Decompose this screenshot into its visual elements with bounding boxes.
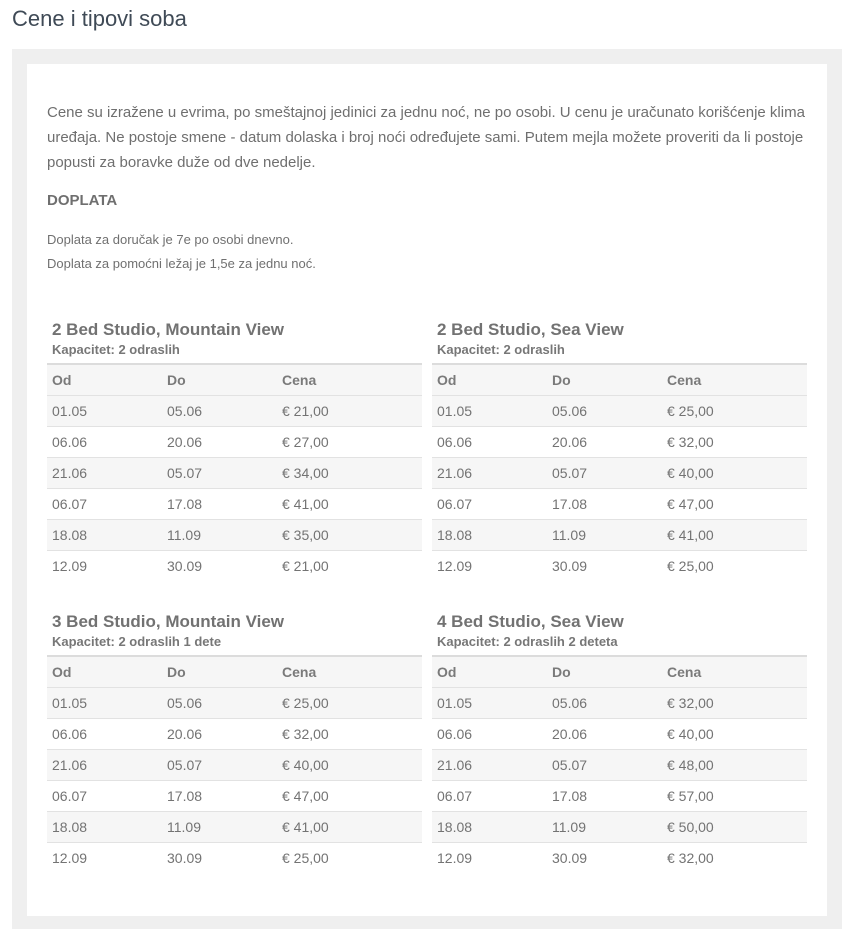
table-row [47,427,422,458]
room-title: 3 Bed Studio, Mountain View [52,612,285,631]
table-row [432,427,807,458]
cell-cena: € 48,00 [662,750,807,781]
cell-cena: € 40,00 [662,458,807,489]
room-capacity: Kapacitet: 2 odraslih 1 dete [52,634,222,649]
room-card-2-bed-mountain [47,319,422,581]
cell-od: 21.06 [47,458,162,489]
column-header-cena: Cena [662,364,807,396]
table-row [432,812,807,843]
cell-do: 11.09 [547,520,662,551]
table-row [432,396,807,427]
column-header-od: Od [432,364,547,396]
cell-cena: € 21,00 [277,396,422,427]
cell-od: 18.08 [432,520,547,551]
table-header-row [47,364,422,396]
cell-od: 21.06 [432,750,547,781]
room-capacity: Kapacitet: 2 odraslih [437,342,565,357]
content-wrapper [12,49,842,929]
cell-do: 17.08 [547,781,662,812]
cell-cena: € 35,00 [277,520,422,551]
cell-od: 18.08 [47,812,162,843]
cell-od: 01.05 [47,688,162,719]
cell-cena: € 25,00 [277,688,422,719]
table-row [47,688,422,719]
price-table [432,655,807,873]
cell-od: 12.09 [52,558,88,574]
intro-text: Cene su izražene u evrima, po smeštajnoj jedinici za jednu noć, ne po osobi. U cenu je uračunato korišćenje klima uređaja. Ne postoje smene - datum dolaska i broj noći određujete sami. Putem mejla možete proveriti da li postoje popusti za boravke duže od dve nedelje. [47,104,805,171]
table-row [47,750,422,781]
column-header-od: Od [47,656,162,688]
cell-cena: € 40,00 [277,750,422,781]
cell-do: 20.06 [547,427,662,458]
table-row [432,781,807,812]
page-title: Cene i tipovi soba [12,6,187,31]
cell-od: 21.06 [47,750,162,781]
cell-do: 05.06 [547,688,662,719]
table-row [47,489,422,520]
extra-bed-surcharge-note: Doplata za pomoćni ležaj je 1,5e za jednu noć. [47,256,316,271]
table-row [47,781,422,812]
table-row [47,551,422,582]
column-header-do: Do [162,656,277,688]
cell-cena: € 21,00 [282,558,329,574]
column-header-do: Do [547,364,662,396]
cell-do: 05.07 [162,458,277,489]
cell-od: 18.08 [432,812,547,843]
table-row [47,520,422,551]
room-card-2-bed-sea [432,319,807,581]
price-table [47,363,422,581]
table-row [432,843,807,874]
cell-od: 06.06 [432,719,547,750]
room-title: 4 Bed Studio, Sea View [437,612,624,631]
doplata-heading: DOPLATA [47,192,118,209]
cell-od: 01.05 [432,396,547,427]
room-capacity: Kapacitet: 2 odraslih [52,342,180,357]
table-header-row [47,656,422,688]
cell-do: 30.09 [552,558,588,574]
room-title: 2 Bed Studio, Mountain View [52,320,285,339]
column-header-do: Do [162,364,277,396]
cell-cena: € 34,00 [277,458,422,489]
column-header-od: Od [432,656,547,688]
table-header-row [432,656,807,688]
table-row [432,458,807,489]
cell-od: 06.06 [47,719,162,750]
table-row [47,396,422,427]
cell-do: 05.06 [162,396,277,427]
cell-do: 17.08 [547,489,662,520]
room-card-4-bed-sea [432,611,807,873]
cell-cena: € 32,00 [662,427,807,458]
cell-do: 20.06 [162,427,277,458]
cell-cena: € 25,00 [662,396,807,427]
table-row [432,551,807,582]
cell-cena: € 47,00 [662,489,807,520]
cell-od: 12.09 [437,558,473,574]
room-capacity: Kapacitet: 2 odraslih 2 deteta [437,634,618,649]
cell-do: 30.09 [167,850,203,866]
cell-do: 05.07 [162,750,277,781]
cell-od: 06.07 [47,781,162,812]
column-header-do: Do [547,656,662,688]
cell-cena: € 50,00 [662,812,807,843]
cell-cena: € 27,00 [277,427,422,458]
cell-od: 21.06 [432,458,547,489]
cell-od: 06.06 [432,427,547,458]
cell-do: 05.06 [547,396,662,427]
cell-do: 05.06 [162,688,277,719]
column-header-cena: Cena [277,364,422,396]
cell-cena: € 41,00 [662,520,807,551]
cell-do: 20.06 [547,719,662,750]
cell-cena: € 32,00 [667,850,714,866]
column-header-cena: Cena [662,656,807,688]
table-row [47,812,422,843]
cell-cena: € 41,00 [277,812,422,843]
table-row [432,489,807,520]
price-table [432,363,807,581]
cell-od: 06.06 [47,427,162,458]
cell-do: 20.06 [162,719,277,750]
table-row [432,750,807,781]
cell-od: 12.09 [437,850,473,866]
cell-do: 30.09 [167,558,203,574]
cell-do: 11.09 [162,812,277,843]
cell-do: 17.08 [162,781,277,812]
cell-cena: € 57,00 [662,781,807,812]
table-row [432,688,807,719]
cell-do: 30.09 [552,850,588,866]
cell-do: 11.09 [547,812,662,843]
cell-cena: € 32,00 [277,719,422,750]
column-header-cena: Cena [277,656,422,688]
cell-od: 06.07 [432,489,547,520]
content-card [27,64,827,916]
cell-od: 01.05 [432,688,547,719]
cell-cena: € 25,00 [667,558,714,574]
table-row [432,520,807,551]
cell-cena: € 32,00 [662,688,807,719]
cell-do: 17.08 [162,489,277,520]
table-row [47,719,422,750]
table-row [47,458,422,489]
breakfast-surcharge-note: Doplata za doručak je 7e po osobi dnevno. [47,232,294,247]
cell-cena: € 47,00 [277,781,422,812]
cell-od: 06.07 [47,489,162,520]
cell-do: 11.09 [162,520,277,551]
cell-od: 18.08 [47,520,162,551]
cell-od: 06.07 [432,781,547,812]
price-table [47,655,422,873]
table-header-row [432,364,807,396]
table-row [432,719,807,750]
cell-cena: € 40,00 [662,719,807,750]
room-card-3-bed-mountain [47,611,422,873]
cell-do: 05.07 [547,750,662,781]
table-row [47,843,422,874]
cell-od: 12.09 [52,850,88,866]
cell-od: 01.05 [47,396,162,427]
cell-cena: € 41,00 [277,489,422,520]
cell-cena: € 25,00 [282,850,329,866]
room-title: 2 Bed Studio, Sea View [437,320,624,339]
cell-do: 05.07 [547,458,662,489]
column-header-od: Od [47,364,162,396]
